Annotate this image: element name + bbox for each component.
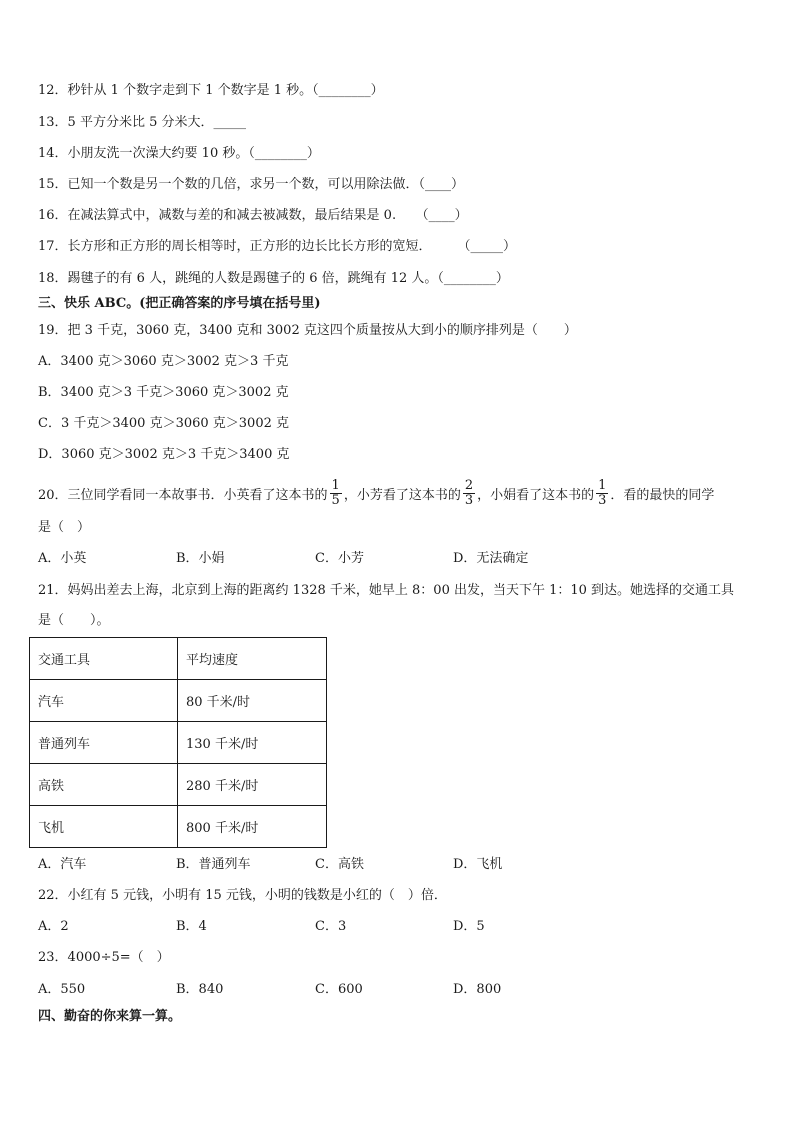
- question-23-option-a: A．550: [38, 982, 86, 997]
- table-row: [30, 680, 327, 722]
- question-19-stem: 19．把 3 千克，3060 克，3400 克和 3002 克这四个质量按从大到小的顺序排列是（ ）: [38, 323, 577, 338]
- fraction-numerator: 2: [464, 478, 474, 493]
- question-22-option-c: C．3: [315, 919, 347, 934]
- fraction-two-thirds: [463, 479, 475, 508]
- question-22-stem: 22．小红有 5 元钱，小明有 15 元钱，小明的钱数是小红的（ ）倍．: [38, 888, 447, 903]
- question-16: 16．在减法算式中，减数与差的和减去被减数，最后结果是 0. （____）: [38, 208, 468, 223]
- table-row: [30, 806, 327, 848]
- question-12: 12．秒针从 1 个数字走到下 1 个数字是 1 秒。（________）: [38, 83, 384, 98]
- question-19-option-a: A．3400 克＞3060 克＞3002 克＞3 千克: [38, 354, 289, 369]
- table-cell: 飞机: [30, 806, 178, 848]
- question-15: 15．已知一个数是另一个数的几倍，求另一个数，可以用除法做．（____）: [38, 177, 465, 192]
- question-20-text-1: 20．三位同学看同一本故事书．小英看了这本书的: [38, 488, 328, 503]
- question-20-line-1: [38, 478, 715, 510]
- question-19-option-d: D．3060 克＞3002 克＞3 千克＞3400 克: [38, 447, 290, 462]
- question-14: 14．小朋友洗一次澡大约要 10 秒。（________）: [38, 146, 320, 161]
- table-cell: 280 千米/时: [178, 764, 327, 806]
- section-3-heading: 三、快乐 ABC。(把正确答案的序号填在括号里): [38, 296, 321, 311]
- fraction-numerator: 1: [598, 478, 607, 493]
- question-20-text-2: ，小芳看了这本书的: [343, 488, 461, 503]
- table-row: [30, 722, 327, 764]
- question-18: 18．踢毽子的有 6 人，跳绳的人数是踢毽子的 6 倍，跳绳有 12 人。（________）: [38, 271, 509, 286]
- table-cell: 80 千米/时: [178, 680, 327, 722]
- question-20-option-d: D．无法确定: [453, 551, 529, 566]
- table-cell: 800 千米/时: [178, 806, 327, 848]
- fraction-denominator: 3: [464, 493, 474, 508]
- question-21-option-b: B．普通列车: [176, 857, 251, 872]
- fraction-one-fifth: [330, 479, 342, 508]
- fraction-denominator: 3: [598, 493, 607, 508]
- question-13: 13．5 平方分米比 5 分米大．_____: [38, 115, 246, 130]
- transport-speed-table: [29, 637, 327, 848]
- question-20-option-b: B．小娟: [176, 551, 225, 566]
- fraction-numerator: 1: [331, 478, 340, 493]
- table-cell: 普通列车: [30, 722, 178, 764]
- table-header-cell: 交通工具: [30, 638, 178, 680]
- table-cell: 高铁: [30, 764, 178, 806]
- question-21-option-c: C．高铁: [315, 857, 364, 872]
- question-21-option-d: D．飞机: [453, 857, 503, 872]
- table-cell: 汽车: [30, 680, 178, 722]
- question-17: 17．长方形和正方形的周长相等时，正方形的边长比长方形的宽短． （_____）: [38, 239, 517, 254]
- question-23-option-b: B．840: [176, 982, 224, 997]
- fraction-denominator: 5: [331, 493, 340, 508]
- question-23-option-c: C．600: [315, 982, 363, 997]
- question-20-text-4: ．看的最快的同学: [610, 488, 715, 503]
- table-row: [30, 764, 327, 806]
- question-21-line-1: 21．妈妈出差去上海，北京到上海的距离约 1328 千米，她早上 8：00 出发，当天下午 1：10 到达。她选择的交通工具: [38, 583, 735, 598]
- question-23-option-d: D．800: [453, 982, 502, 997]
- question-20-text-3: ，小娟看了这本书的: [477, 488, 595, 503]
- table-header-row: [30, 638, 327, 680]
- question-19-option-b: B．3400 克＞3 千克＞3060 克＞3002 克: [38, 385, 289, 400]
- question-20-option-c: C．小芳: [315, 551, 364, 566]
- question-21-option-a: A．汽车: [38, 857, 87, 872]
- table-cell: 130 千米/时: [178, 722, 327, 764]
- fraction-one-third: [596, 479, 608, 508]
- question-22-option-b: B．4: [176, 919, 207, 934]
- section-4-heading: 四、勤奋的你来算一算。: [38, 1009, 182, 1024]
- question-20-option-a: A．小英: [38, 551, 87, 566]
- question-21-line-2: 是（ ）。: [38, 613, 110, 628]
- question-22-option-d: D．5: [453, 919, 485, 934]
- question-23-stem: 23．4000÷5=（ ）: [38, 950, 170, 965]
- question-22-option-a: A．2: [38, 919, 69, 934]
- question-20-line-2: 是（ ）: [38, 520, 91, 535]
- table-header-cell: 平均速度: [178, 638, 327, 680]
- question-19-option-c: C．3 千克＞3400 克＞3060 克＞3002 克: [38, 416, 289, 431]
